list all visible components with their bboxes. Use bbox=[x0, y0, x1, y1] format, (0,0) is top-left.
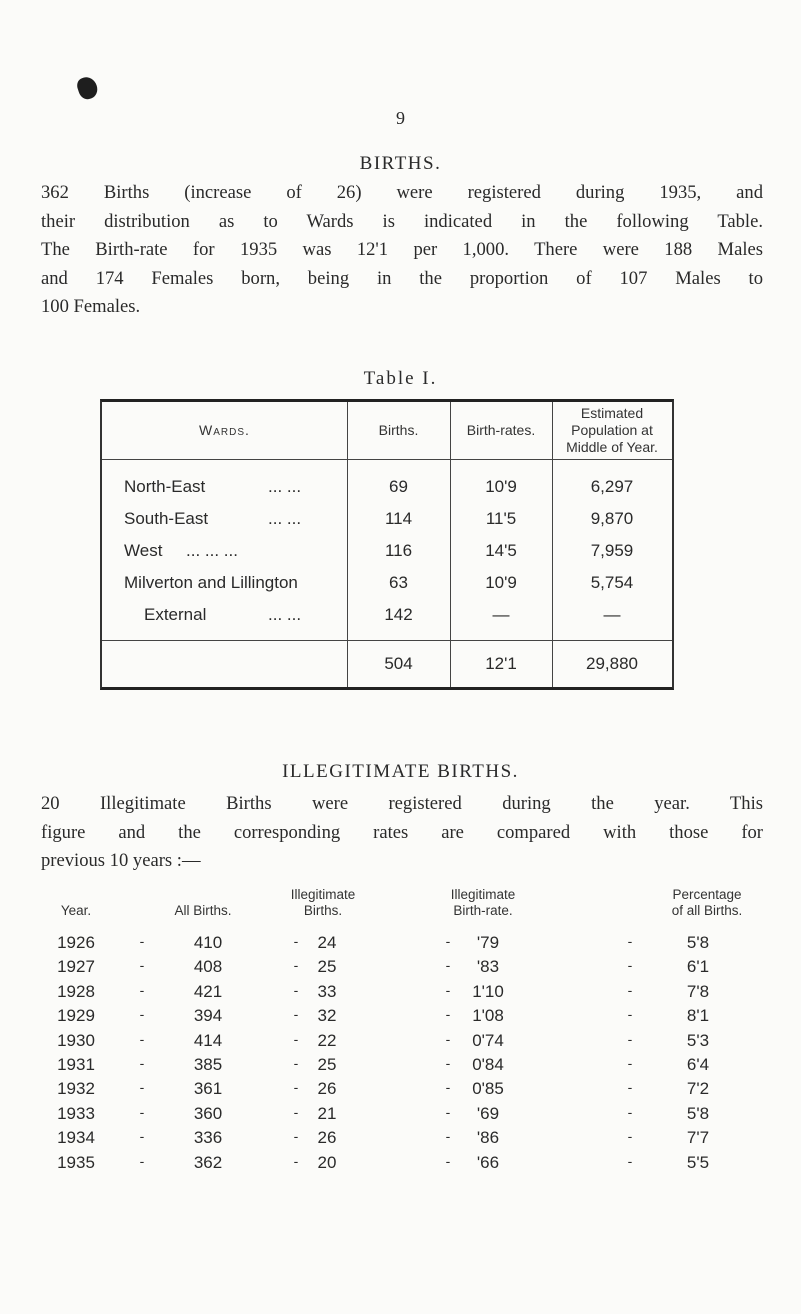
illegitimate-births-value: 25 bbox=[317, 1055, 337, 1074]
header-wards: Wards. bbox=[199, 422, 250, 438]
header-population-line: Middle of Year. bbox=[566, 439, 658, 455]
separator-dash: - bbox=[293, 933, 299, 949]
all-births-value: 336 bbox=[193, 1128, 223, 1148]
paragraph-line: 20 Illegitimate Births were registered during the year. This bbox=[41, 793, 763, 814]
separator-dash: - bbox=[445, 981, 451, 998]
table-row bbox=[48, 1128, 768, 1152]
header-population bbox=[552, 402, 672, 459]
all-births-value: 414 bbox=[193, 1030, 223, 1050]
separator-dash: - bbox=[293, 1079, 299, 1096]
ward-name: North-East bbox=[124, 477, 206, 496]
illegitimate-births-value: 32 bbox=[317, 1006, 337, 1026]
percentage-value: 6'1 bbox=[686, 957, 710, 977]
illegitimate-rate-value: 1'08 bbox=[472, 1006, 504, 1026]
table-row bbox=[48, 982, 768, 1006]
illegitimate-rate-value: '83 bbox=[476, 957, 500, 977]
illegitimate-births-value: 26 bbox=[317, 1128, 337, 1148]
total-divider bbox=[102, 640, 672, 641]
percentage-value: 5'8 bbox=[686, 933, 710, 952]
separator-dash: - bbox=[139, 1055, 145, 1071]
year-value: 1933 bbox=[57, 1103, 95, 1123]
header-births: Births. bbox=[378, 422, 419, 438]
separator-dash: - bbox=[627, 1152, 633, 1169]
all-births-value: 410 bbox=[193, 933, 223, 952]
year-value: 1930 bbox=[57, 1030, 95, 1050]
paragraph-line: previous 10 years :— bbox=[41, 850, 201, 871]
table-row bbox=[48, 1055, 768, 1079]
all-births-value: 362 bbox=[193, 1152, 223, 1172]
table-title: Table I. bbox=[363, 368, 438, 389]
percentage-value: 7'8 bbox=[686, 981, 710, 1001]
table-row bbox=[48, 1153, 768, 1177]
separator-dash: - bbox=[445, 1006, 451, 1023]
paragraph-line: their distribution as to Wards is indicated in the following Table. bbox=[41, 210, 763, 232]
separator-dash: - bbox=[139, 957, 145, 974]
ward-name: Milverton and Lillington bbox=[124, 573, 298, 592]
separator-dash: - bbox=[627, 981, 633, 998]
illegitimate-table bbox=[48, 875, 768, 1285]
all-births-value: 421 bbox=[193, 981, 223, 1001]
separator-dash: - bbox=[139, 1103, 145, 1120]
leader-dots: ... ... bbox=[268, 477, 302, 496]
illegitimate-rate-value: '66 bbox=[476, 1152, 500, 1172]
year-value: 1926 bbox=[57, 933, 95, 952]
population-value: 6,297 bbox=[590, 477, 634, 496]
births-value: 142 bbox=[384, 605, 413, 624]
separator-dash: - bbox=[293, 1152, 299, 1169]
separator-dash: - bbox=[627, 1079, 633, 1096]
header-illegitimate-rate bbox=[428, 887, 538, 919]
births-value: 63 bbox=[389, 573, 408, 592]
separator-dash: - bbox=[139, 1128, 145, 1145]
separator-dash: - bbox=[139, 1152, 145, 1169]
separator-dash: - bbox=[627, 1006, 633, 1023]
header-line: Illegitimate bbox=[450, 887, 516, 902]
header-population-line: Population at bbox=[571, 422, 653, 438]
illegitimate-rate-value: 0'85 bbox=[472, 1079, 504, 1099]
all-births-value: 385 bbox=[193, 1055, 223, 1074]
paragraph-line: The Birth-rate for 1935 was 12'1 per 1,000. There were 188 Males bbox=[41, 239, 763, 260]
paragraph-line: 100 Females. bbox=[41, 296, 141, 317]
separator-dash: - bbox=[293, 981, 299, 998]
separator-dash: - bbox=[445, 1030, 451, 1047]
separator-dash: - bbox=[293, 1128, 299, 1145]
percentage-value: 8'1 bbox=[686, 1006, 710, 1026]
population-value: — bbox=[603, 605, 621, 624]
percentage-value: 7'2 bbox=[686, 1079, 710, 1099]
separator-dash: - bbox=[627, 1128, 633, 1145]
illegitimate-rate-value: 1'10 bbox=[472, 981, 504, 1001]
total-population: 29,880 bbox=[586, 654, 638, 673]
header-line: of all Births. bbox=[671, 903, 743, 918]
total-rate: 12'1 bbox=[485, 654, 517, 673]
separator-dash: - bbox=[445, 1055, 451, 1071]
header-line: Births. bbox=[303, 903, 343, 918]
total-births: 504 bbox=[384, 654, 413, 673]
table-row bbox=[48, 957, 768, 981]
rate-value: — bbox=[492, 605, 510, 624]
illegitimate-births-value: 22 bbox=[317, 1030, 337, 1050]
illegitimate-rate-value: '86 bbox=[476, 1128, 500, 1148]
header-birth-rates: Birth-rates. bbox=[466, 422, 536, 438]
header-line: Percentage bbox=[672, 887, 742, 902]
illegitimate-rate-value: '69 bbox=[476, 1103, 500, 1123]
ward-name: West bbox=[124, 541, 163, 560]
table-row bbox=[48, 1006, 768, 1030]
separator-dash: - bbox=[445, 1152, 451, 1169]
separator-dash: - bbox=[293, 1103, 299, 1120]
births-by-ward-table bbox=[100, 399, 674, 690]
table-row bbox=[48, 933, 768, 957]
header-line: Birth-rate. bbox=[453, 903, 513, 918]
header-all-births: All Births. bbox=[174, 903, 232, 918]
percentage-value: 5'5 bbox=[686, 1152, 710, 1172]
year-value: 1931 bbox=[57, 1055, 95, 1074]
year-value: 1935 bbox=[57, 1152, 95, 1172]
year-value: 1934 bbox=[57, 1128, 95, 1148]
separator-dash: - bbox=[139, 933, 145, 949]
year-value: 1932 bbox=[57, 1079, 95, 1099]
rate-value: 11'5 bbox=[485, 509, 517, 528]
births-value: 114 bbox=[384, 509, 413, 528]
illegitimate-heading: ILLEGITIMATE BIRTHS. bbox=[282, 761, 519, 782]
separator-dash: - bbox=[293, 1006, 299, 1023]
births-value: 116 bbox=[384, 541, 413, 560]
separator-dash: - bbox=[139, 1079, 145, 1096]
paragraph-line: and 174 Females born, being in the proportion of 107 Males to bbox=[41, 267, 763, 289]
all-births-value: 408 bbox=[193, 957, 223, 977]
rate-value: 14'5 bbox=[485, 541, 517, 560]
illegitimate-rate-value: 0'74 bbox=[472, 1030, 504, 1050]
illegitimate-rate-value: 0'84 bbox=[472, 1055, 504, 1074]
illegitimate-births-value: 21 bbox=[317, 1103, 337, 1123]
births-heading: BIRTHS. bbox=[359, 153, 442, 174]
table-row bbox=[48, 1104, 768, 1128]
illegitimate-births-value: 25 bbox=[317, 957, 337, 977]
year-value: 1927 bbox=[57, 957, 95, 977]
paragraph-line: 362 Births (increase of 26) were registered during 1935, and bbox=[41, 182, 763, 203]
ward-name: South-East bbox=[124, 509, 209, 528]
separator-dash: - bbox=[293, 1030, 299, 1047]
separator-dash: - bbox=[627, 1055, 633, 1071]
header-divider bbox=[102, 459, 672, 460]
year-value: 1929 bbox=[57, 1006, 95, 1026]
separator-dash: - bbox=[293, 957, 299, 974]
population-value: 9,870 bbox=[590, 509, 634, 528]
leader-dots: ... ... ... bbox=[186, 541, 238, 560]
births-value: 69 bbox=[389, 477, 408, 496]
year-value: 1928 bbox=[57, 981, 95, 1001]
header-percentage bbox=[642, 887, 772, 919]
page-number: 9 bbox=[396, 108, 405, 128]
ward-name: External bbox=[144, 605, 207, 624]
all-births-value: 360 bbox=[193, 1103, 223, 1123]
separator-dash: - bbox=[627, 957, 633, 974]
separator-dash: - bbox=[627, 933, 633, 949]
percentage-value: 5'3 bbox=[686, 1030, 710, 1050]
separator-dash: - bbox=[293, 1055, 299, 1071]
separator-dash: - bbox=[139, 1006, 145, 1023]
paragraph-line: figure and the corresponding rates are compared with those for bbox=[41, 821, 763, 843]
births-paragraph bbox=[41, 179, 763, 322]
header-illegitimate-births bbox=[268, 887, 378, 919]
percentage-value: 6'4 bbox=[686, 1055, 710, 1074]
table-row bbox=[48, 1079, 768, 1103]
separator-dash: - bbox=[445, 933, 451, 949]
rate-value: 10'9 bbox=[485, 573, 517, 592]
separator-dash: - bbox=[627, 1103, 633, 1120]
all-births-value: 361 bbox=[193, 1079, 223, 1099]
illegitimate-births-value: 24 bbox=[317, 933, 337, 952]
table-row bbox=[48, 1031, 768, 1055]
separator-dash: - bbox=[445, 1128, 451, 1145]
population-value: 5,754 bbox=[590, 573, 634, 592]
separator-dash: - bbox=[445, 1103, 451, 1120]
all-births-value: 394 bbox=[193, 1006, 223, 1026]
population-value: 7,959 bbox=[590, 541, 634, 560]
header-line: Illegitimate bbox=[290, 887, 356, 902]
leader-dots: ... ... bbox=[268, 605, 302, 624]
separator-dash: - bbox=[139, 1030, 145, 1047]
header-population-line: Estimated bbox=[580, 405, 644, 421]
leader-dots: ... ... bbox=[268, 509, 302, 528]
rate-value: 10'9 bbox=[485, 477, 517, 496]
illegitimate-births-value: 33 bbox=[317, 981, 337, 1001]
illegitimate-births-value: 20 bbox=[317, 1152, 337, 1172]
illegitimate-births-value: 26 bbox=[317, 1079, 337, 1099]
separator-dash: - bbox=[627, 1030, 633, 1047]
illegitimate-paragraph bbox=[41, 790, 763, 876]
illegitimate-rate-value: '79 bbox=[476, 933, 500, 952]
ink-blot bbox=[75, 75, 100, 102]
separator-dash: - bbox=[139, 981, 145, 998]
percentage-value: 7'7 bbox=[686, 1128, 710, 1148]
separator-dash: - bbox=[445, 957, 451, 974]
separator-dash: - bbox=[445, 1079, 451, 1096]
percentage-value: 5'8 bbox=[686, 1103, 710, 1123]
header-year: Year. bbox=[60, 903, 92, 918]
